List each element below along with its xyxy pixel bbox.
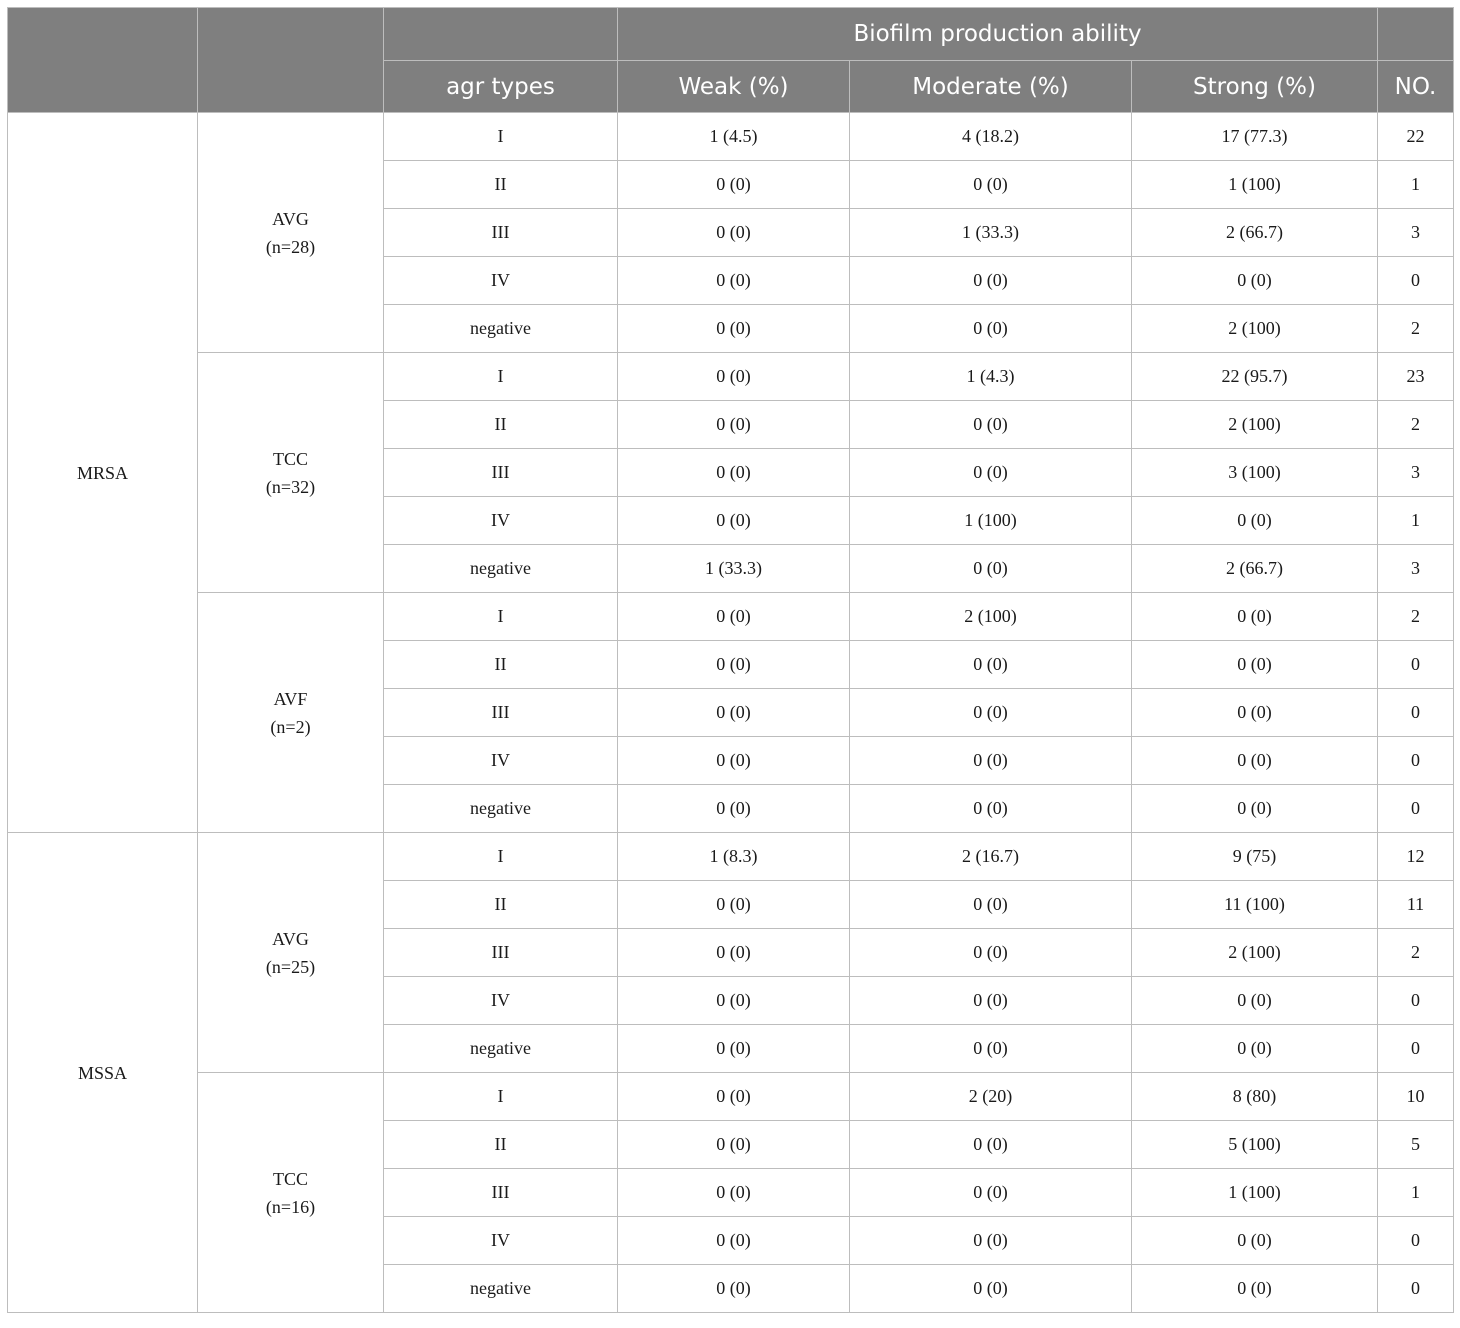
agr-type-cell: III	[384, 1169, 618, 1217]
site-name: AVF	[273, 688, 308, 709]
site-name: TCC	[272, 448, 308, 469]
moderate-cell: 0 (0)	[850, 881, 1132, 929]
strong-cell: 0 (0)	[1132, 497, 1378, 545]
header-strong: Strong (%)	[1132, 61, 1378, 113]
strong-cell: 1 (100)	[1132, 1169, 1378, 1217]
site-count: (n=28)	[265, 236, 316, 257]
agr-type-cell: II	[384, 881, 618, 929]
table-row	[8, 833, 1454, 881]
moderate-cell: 0 (0)	[850, 785, 1132, 833]
weak-cell: 0 (0)	[618, 209, 850, 257]
strong-cell: 22 (95.7)	[1132, 353, 1378, 401]
strong-cell: 0 (0)	[1132, 593, 1378, 641]
moderate-cell: 0 (0)	[850, 977, 1132, 1025]
agr-type-cell: negative	[384, 305, 618, 353]
moderate-cell: 0 (0)	[850, 929, 1132, 977]
strong-cell: 0 (0)	[1132, 689, 1378, 737]
no-cell: 2	[1378, 305, 1454, 353]
no-cell: 11	[1378, 881, 1454, 929]
no-cell: 3	[1378, 209, 1454, 257]
no-cell: 5	[1378, 1121, 1454, 1169]
moderate-cell: 0 (0)	[850, 545, 1132, 593]
no-cell: 0	[1378, 1217, 1454, 1265]
strong-cell: 0 (0)	[1132, 257, 1378, 305]
header-blank-group	[8, 8, 198, 113]
strong-cell: 2 (66.7)	[1132, 545, 1378, 593]
agr-type-cell: I	[384, 113, 618, 161]
agr-type-cell: III	[384, 929, 618, 977]
strong-cell: 1 (100)	[1132, 161, 1378, 209]
strong-cell: 0 (0)	[1132, 1025, 1378, 1073]
site-count: (n=16)	[265, 1196, 316, 1217]
agr-type-cell: negative	[384, 1265, 618, 1313]
agr-type-cell: IV	[384, 497, 618, 545]
weak-cell: 0 (0)	[618, 977, 850, 1025]
header-super-title: Biofilm production ability	[618, 8, 1378, 61]
table-row	[8, 353, 1454, 401]
agr-type-cell: III	[384, 209, 618, 257]
weak-cell: 0 (0)	[618, 1265, 850, 1313]
agr-type-cell: II	[384, 401, 618, 449]
site-name: AVG	[272, 208, 309, 229]
weak-cell: 0 (0)	[618, 449, 850, 497]
strong-cell: 0 (0)	[1132, 737, 1378, 785]
no-cell: 0	[1378, 257, 1454, 305]
moderate-cell: 0 (0)	[850, 1169, 1132, 1217]
weak-cell: 0 (0)	[618, 161, 850, 209]
agr-type-cell: III	[384, 689, 618, 737]
strong-cell: 2 (100)	[1132, 929, 1378, 977]
site-count: (n=25)	[265, 956, 316, 977]
site-name: AVG	[272, 928, 309, 949]
table-row	[8, 113, 1454, 161]
agr-type-cell: IV	[384, 977, 618, 1025]
strong-cell: 3 (100)	[1132, 449, 1378, 497]
weak-cell: 1 (8.3)	[618, 833, 850, 881]
site-count: (n=32)	[265, 476, 316, 497]
agr-type-cell: IV	[384, 1217, 618, 1265]
no-cell: 0	[1378, 689, 1454, 737]
moderate-cell: 0 (0)	[850, 1217, 1132, 1265]
weak-cell: 0 (0)	[618, 1025, 850, 1073]
agr-type-cell: III	[384, 449, 618, 497]
no-cell: 3	[1378, 545, 1454, 593]
agr-type-cell: I	[384, 1073, 618, 1121]
strong-cell: 5 (100)	[1132, 1121, 1378, 1169]
strong-cell: 11 (100)	[1132, 881, 1378, 929]
moderate-cell: 0 (0)	[850, 1025, 1132, 1073]
group-cell: MRSA	[8, 113, 198, 833]
no-cell: 12	[1378, 833, 1454, 881]
moderate-cell: 2 (100)	[850, 593, 1132, 641]
no-cell: 0	[1378, 641, 1454, 689]
weak-cell: 0 (0)	[618, 1169, 850, 1217]
moderate-cell: 0 (0)	[850, 689, 1132, 737]
agr-type-cell: negative	[384, 785, 618, 833]
moderate-cell: 0 (0)	[850, 401, 1132, 449]
site-cell	[198, 1073, 384, 1313]
no-cell: 23	[1378, 353, 1454, 401]
weak-cell: 0 (0)	[618, 305, 850, 353]
strong-cell: 8 (80)	[1132, 1073, 1378, 1121]
no-cell: 2	[1378, 593, 1454, 641]
weak-cell: 0 (0)	[618, 1121, 850, 1169]
group-cell: MSSA	[8, 833, 198, 1313]
moderate-cell: 1 (4.3)	[850, 353, 1132, 401]
moderate-cell: 0 (0)	[850, 161, 1132, 209]
weak-cell: 0 (0)	[618, 689, 850, 737]
no-cell: 3	[1378, 449, 1454, 497]
agr-type-cell: I	[384, 833, 618, 881]
header-blank-agr	[384, 8, 618, 61]
weak-cell: 0 (0)	[618, 401, 850, 449]
header-agr-types: agr types	[384, 61, 618, 113]
moderate-cell: 0 (0)	[850, 449, 1132, 497]
agr-type-cell: I	[384, 593, 618, 641]
agr-type-cell: IV	[384, 737, 618, 785]
no-cell: 1	[1378, 161, 1454, 209]
agr-type-cell: IV	[384, 257, 618, 305]
strong-cell: 9 (75)	[1132, 833, 1378, 881]
table-row	[8, 593, 1454, 641]
agr-type-cell: negative	[384, 545, 618, 593]
site-count: (n=2)	[270, 716, 311, 737]
weak-cell: 0 (0)	[618, 1217, 850, 1265]
weak-cell: 1 (33.3)	[618, 545, 850, 593]
strong-cell: 0 (0)	[1132, 1217, 1378, 1265]
moderate-cell: 1 (33.3)	[850, 209, 1132, 257]
moderate-cell: 0 (0)	[850, 1121, 1132, 1169]
header-blank-no	[1378, 8, 1454, 61]
header-weak: Weak (%)	[618, 61, 850, 113]
moderate-cell: 0 (0)	[850, 305, 1132, 353]
strong-cell: 0 (0)	[1132, 1265, 1378, 1313]
strong-cell: 2 (100)	[1132, 305, 1378, 353]
moderate-cell: 2 (16.7)	[850, 833, 1132, 881]
no-cell: 0	[1378, 1265, 1454, 1313]
strong-cell: 0 (0)	[1132, 785, 1378, 833]
strong-cell: 0 (0)	[1132, 641, 1378, 689]
agr-type-cell: II	[384, 161, 618, 209]
no-cell: 0	[1378, 977, 1454, 1025]
site-cell	[198, 833, 384, 1073]
no-cell: 1	[1378, 497, 1454, 545]
strong-cell: 2 (100)	[1132, 401, 1378, 449]
site-name: TCC	[272, 1168, 308, 1189]
weak-cell: 1 (4.5)	[618, 113, 850, 161]
weak-cell: 0 (0)	[618, 641, 850, 689]
site-cell	[198, 593, 384, 833]
moderate-cell: 0 (0)	[850, 257, 1132, 305]
moderate-cell: 0 (0)	[850, 737, 1132, 785]
table-header	[8, 8, 1454, 113]
no-cell: 0	[1378, 1025, 1454, 1073]
weak-cell: 0 (0)	[618, 881, 850, 929]
moderate-cell: 0 (0)	[850, 1265, 1132, 1313]
strong-cell: 2 (66.7)	[1132, 209, 1378, 257]
strong-cell: 17 (77.3)	[1132, 113, 1378, 161]
header-moderate: Moderate (%)	[850, 61, 1132, 113]
header-blank-site	[198, 8, 384, 113]
site-cell	[198, 353, 384, 593]
no-cell: 0	[1378, 785, 1454, 833]
weak-cell: 0 (0)	[618, 353, 850, 401]
agr-type-cell: II	[384, 641, 618, 689]
weak-cell: 0 (0)	[618, 593, 850, 641]
site-cell	[198, 113, 384, 353]
weak-cell: 0 (0)	[618, 929, 850, 977]
weak-cell: 0 (0)	[618, 497, 850, 545]
no-cell: 2	[1378, 929, 1454, 977]
weak-cell: 0 (0)	[618, 785, 850, 833]
biofilm-table	[7, 7, 1454, 1313]
header-no: NO.	[1378, 61, 1454, 113]
no-cell: 2	[1378, 401, 1454, 449]
table-row	[8, 1073, 1454, 1121]
weak-cell: 0 (0)	[618, 257, 850, 305]
weak-cell: 0 (0)	[618, 737, 850, 785]
no-cell: 0	[1378, 737, 1454, 785]
moderate-cell: 4 (18.2)	[850, 113, 1132, 161]
moderate-cell: 1 (100)	[850, 497, 1132, 545]
moderate-cell: 2 (20)	[850, 1073, 1132, 1121]
agr-type-cell: I	[384, 353, 618, 401]
no-cell: 22	[1378, 113, 1454, 161]
weak-cell: 0 (0)	[618, 1073, 850, 1121]
moderate-cell: 0 (0)	[850, 641, 1132, 689]
agr-type-cell: negative	[384, 1025, 618, 1073]
no-cell: 1	[1378, 1169, 1454, 1217]
strong-cell: 0 (0)	[1132, 977, 1378, 1025]
table-body	[8, 113, 1454, 1313]
no-cell: 10	[1378, 1073, 1454, 1121]
agr-type-cell: II	[384, 1121, 618, 1169]
